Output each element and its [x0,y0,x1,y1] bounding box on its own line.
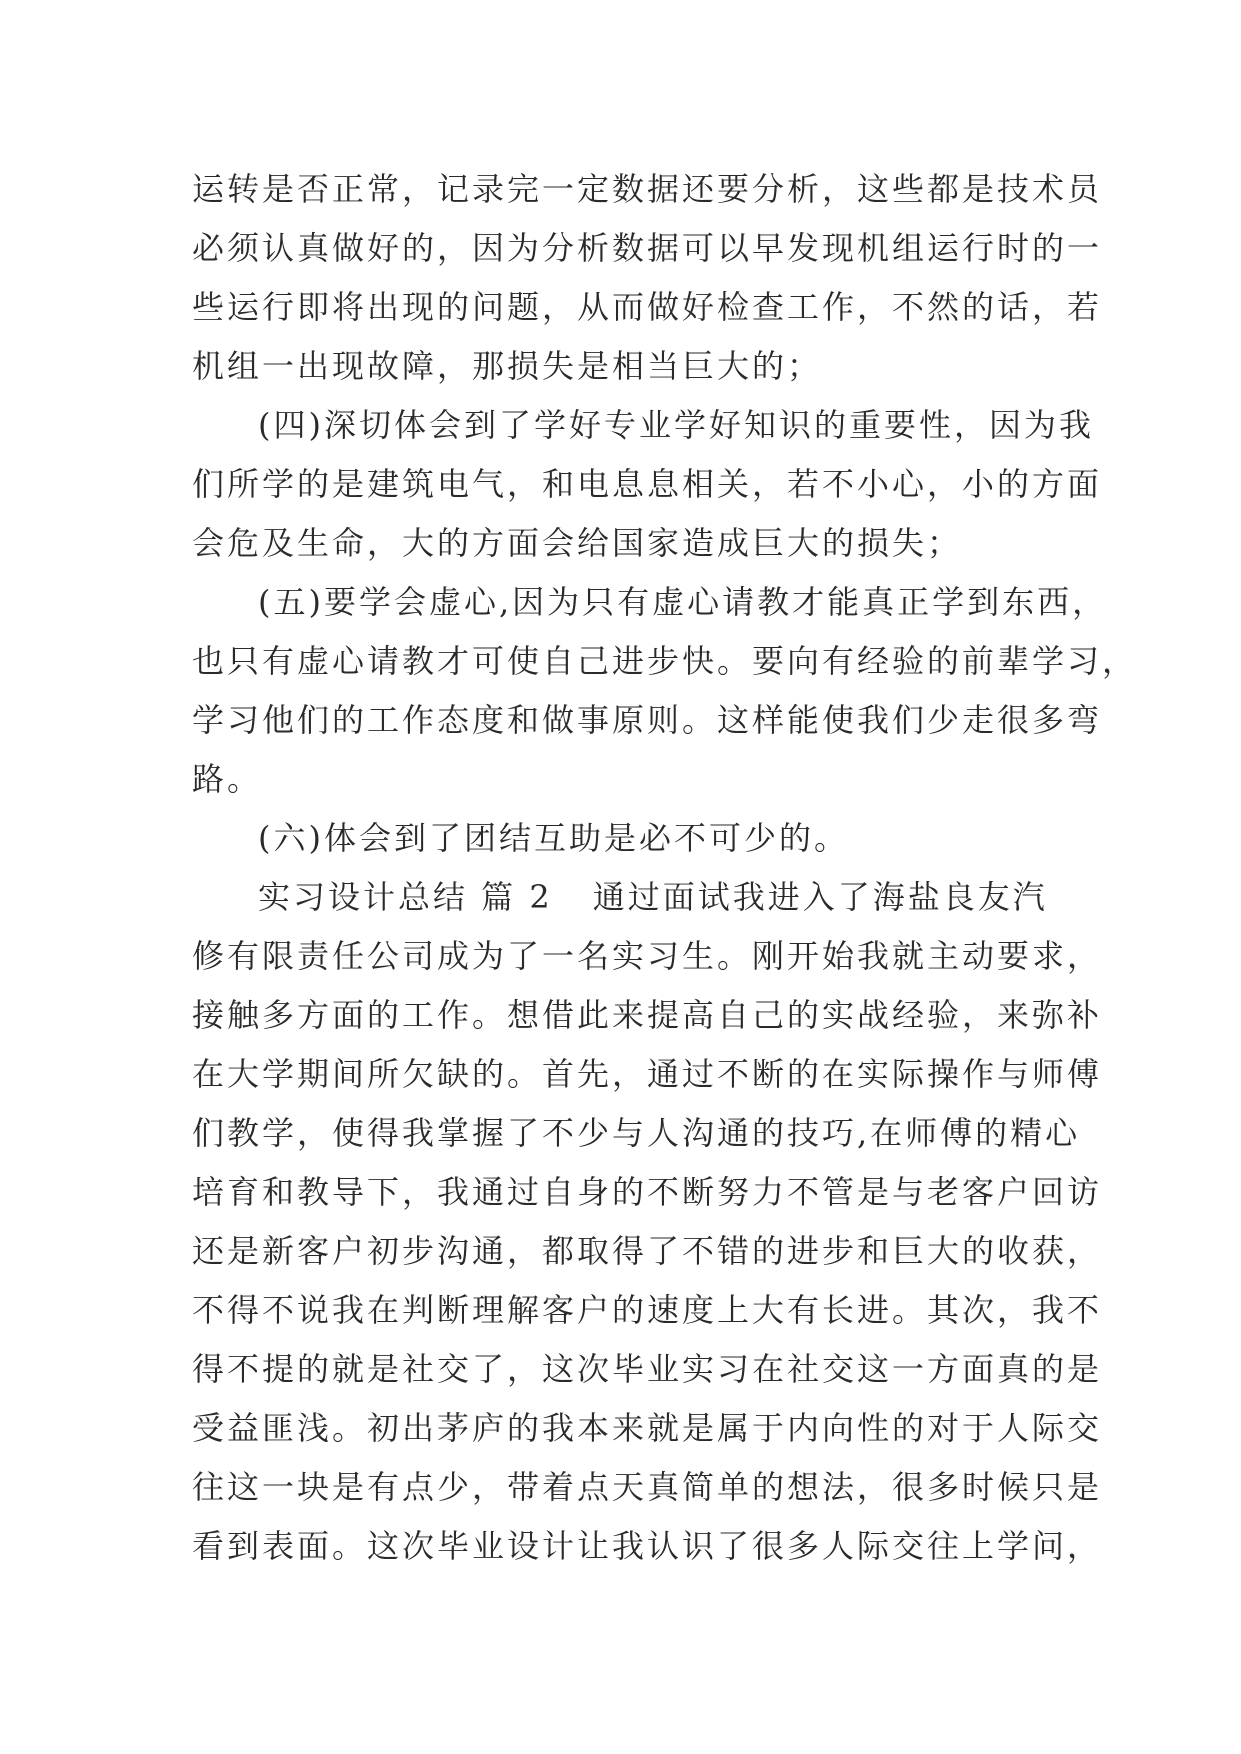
text-line: 受益匪浅。初出茅庐的我本来就是属于内向性的对于人际交 [192,1409,1103,1447]
section-heading-line [192,868,1052,927]
text-line: (四)深切体会到了学好专业学好知识的重要性，因为我 [258,406,1094,444]
text-line: 机组一出现故障，那损失是相当巨大的； [192,347,823,385]
text-line: 们教学，使得我掌握了不少与人沟通的技巧,在师傅的精心 [192,1114,1081,1152]
text-line: 接触多方面的工作。想借此来提高自己的实战经验，来弥补 [192,996,1103,1034]
text-line: (六)体会到了团结互助是必不可少的。 [258,819,849,857]
text-line: 会危及生命，大的方面会给国家造成巨大的损失； [192,524,963,562]
text-line: 学习他们的工作态度和做事原则。这样能使我们少走很多弯 [192,701,1103,739]
document-body [192,160,1138,1576]
text-line: 必须认真做好的，因为分析数据可以早发现机组运行时的一 [192,229,1103,267]
text-line: 得不提的就是社交了，这次毕业实习在社交这一方面真的是 [192,1350,1103,1388]
text-line: 些运行即将出现的问题，从而做好检查工作，不然的话，若 [192,288,1103,326]
text-line: 看到表面。这次毕业设计让我认识了很多人际交往上学问， [192,1527,1103,1565]
text-line: 也只有虚心请教才可使自己进步快。要向有经验的前辈学习， [192,642,1138,680]
text-line: 运转是否正常，记录完一定数据还要分析，这些都是技术员 [192,170,1103,208]
text-line: (五)要学会虚心,因为只有虚心请教才能真正学到东西， [258,583,1108,621]
text-line: 修有限责任公司成为了一名实习生。刚开始我就主动要求， [192,937,1103,975]
text-line: 在大学期间所欠缺的。首先，通过不断的在实际操作与师傅 [192,1055,1103,1093]
section-heading: 实习设计总结 篇 2 [258,878,553,916]
text-line: 不得不说我在判断理解客户的速度上大有长进。其次，我不 [192,1291,1103,1329]
text-line: 培育和教导下，我通过自身的不断努力不管是与老客户回访 [192,1173,1103,1211]
section-text: 通过面试我进入了海盐良友汽 [592,878,1048,916]
text-line: 往这一块是有点少，带着点天真简单的想法，很多时候只是 [192,1468,1103,1506]
text-line: 还是新客户初步沟通，都取得了不错的进步和巨大的收获， [192,1232,1103,1270]
text-line: 路。 [192,760,263,798]
text-line: 们所学的是建筑电气，和电息息相关，若不小心，小的方面 [192,465,1103,503]
